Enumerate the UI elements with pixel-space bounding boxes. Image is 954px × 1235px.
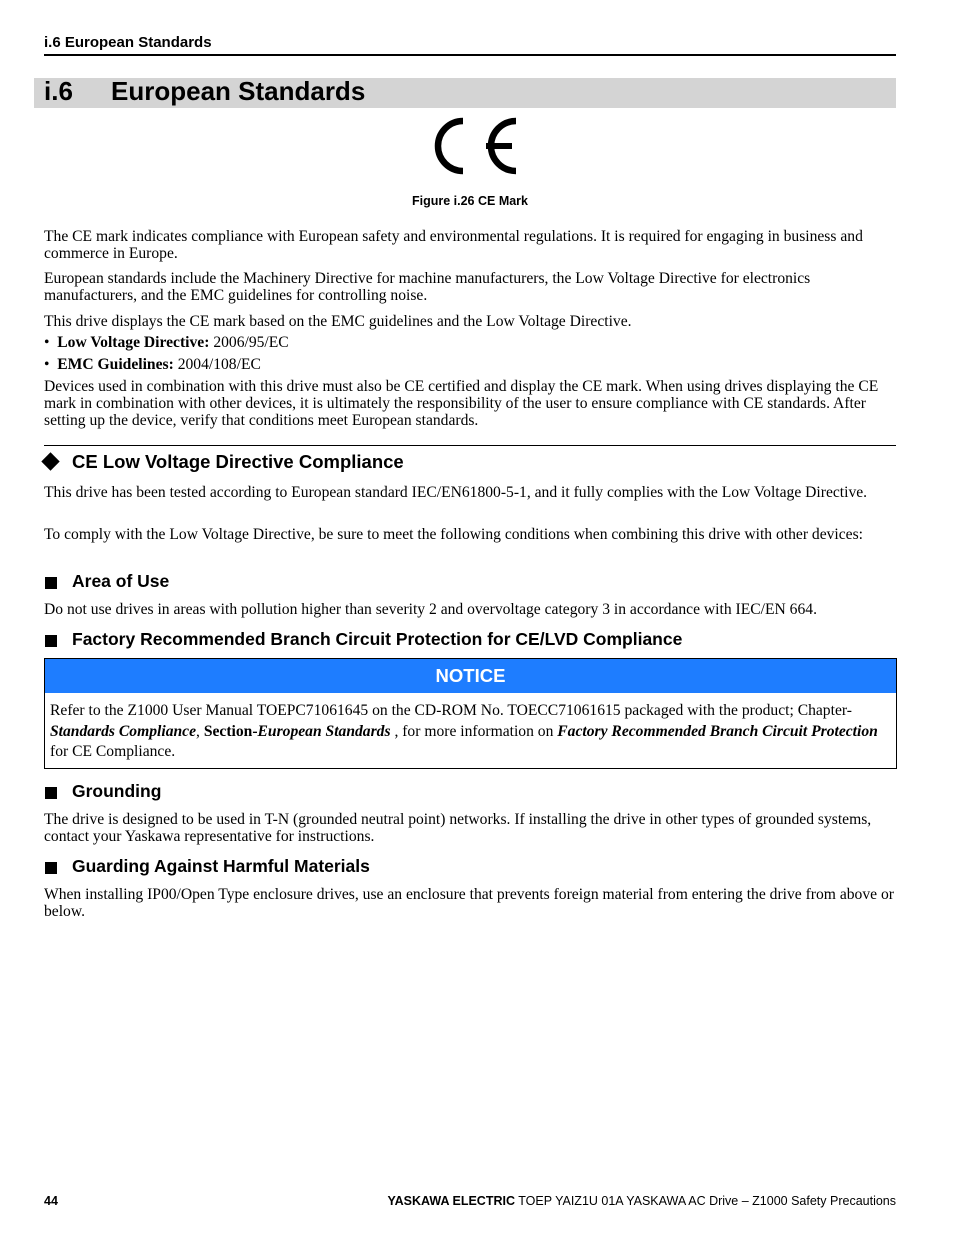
bullet-dot: • xyxy=(44,356,58,373)
ce-mark-icon xyxy=(420,113,520,184)
guarding-text: When installing IP00/Open Type enclosure drives, use an enclosure that prevents foreign material from entering the drive from above or below. xyxy=(44,886,894,920)
area-of-use-text: Do not use drives in areas with pollution higher than severity 2 and overvoltage category 3 in accordance with IEC/EN 664. xyxy=(44,601,817,618)
square-bullet-icon xyxy=(45,786,57,804)
bullet-value: 2004/108/EC xyxy=(173,356,261,373)
running-header: i.6 European Standards xyxy=(44,34,212,51)
branch-heading: Factory Recommended Branch Circuit Protection for CE/LVD Compliance xyxy=(72,629,683,649)
square-bullet-icon xyxy=(45,861,57,879)
guarding-heading: Guarding Against Harmful Materials xyxy=(72,856,370,876)
grounding-heading: Grounding xyxy=(72,781,162,801)
footer-brand: YASKAWA ELECTRIC xyxy=(387,1194,516,1208)
footer-document-info xyxy=(387,1194,896,1208)
bullet-value: 2006/95/EC xyxy=(209,334,289,351)
bullet-label: Low Voltage Directive: xyxy=(57,334,210,351)
square-bullet-icon xyxy=(45,576,57,594)
subsection-rule xyxy=(44,445,896,446)
header-rule xyxy=(44,54,896,56)
bullet-emc xyxy=(44,356,261,373)
section-title: European Standards xyxy=(111,76,366,106)
bullet-dot: • xyxy=(44,334,58,351)
square-bullet-icon xyxy=(45,634,57,652)
intro-paragraph-4: Devices used in combination with this drive must also be CE certified and display the CE mark. When using drives displaying the CE mark in combination with other devices, it is ultimately the responsibility of the user to ensure compliance with CE standards. After setting up the device, verify that conditions meet European standards. xyxy=(44,378,879,429)
lvd-heading: CE Low Voltage Directive Compliance xyxy=(72,451,404,472)
bullet-low-voltage xyxy=(44,334,289,351)
lvd-paragraph-1: This drive has been tested according to European standard IEC/EN61800-5-1, and it fully complies with the Low Voltage Directive. xyxy=(44,484,868,501)
intro-paragraph-3: This drive displays the CE mark based on the EMC guidelines and the Low Voltage Directive. xyxy=(44,313,632,330)
intro-paragraph-2: European standards include the Machinery Directive for machine manufacturers, the Low Voltage Directive for electronics manufacturers, and the EMC guidelines for controlling noise. xyxy=(44,270,811,304)
diamond-icon xyxy=(44,455,57,473)
lvd-paragraph-2: To comply with the Low Voltage Directive, be sure to meet the following conditions when combining this drive with other devices: xyxy=(44,526,864,543)
bullet-label: EMC Guidelines: xyxy=(57,356,174,373)
section-number: i.6 xyxy=(44,76,73,106)
notice-label: NOTICE xyxy=(45,659,896,693)
page-number: 44 xyxy=(44,1194,58,1208)
figure-caption: Figure i.26 CE Mark xyxy=(411,194,528,208)
footer-doc-title: TOEP YAIZ1U 01A YASKAWA AC Drive – Z1000 Safety Precautions xyxy=(515,1194,896,1208)
notice-text: Refer to the Z1000 User Manual TOEPC71061645 on the CD-ROM No. TOECC71061615 packaged with the product; Chapter- Standards Compliance, Section-European Standards , for more information on Factory Recommended Branch Circuit Protection for CE Compliance. xyxy=(50,702,878,760)
intro-paragraph-1: The CE mark indicates compliance with European safety and environmental regulations. It is required for engaging in business and commerce in Europe. xyxy=(44,228,863,262)
grounding-text: The drive is designed to be used in T-N (grounded neutral point) networks. If installing the drive in other types of grounded systems, contact your Yaskawa representative for instructions. xyxy=(44,811,872,845)
area-of-use-heading: Area of Use xyxy=(72,571,170,591)
